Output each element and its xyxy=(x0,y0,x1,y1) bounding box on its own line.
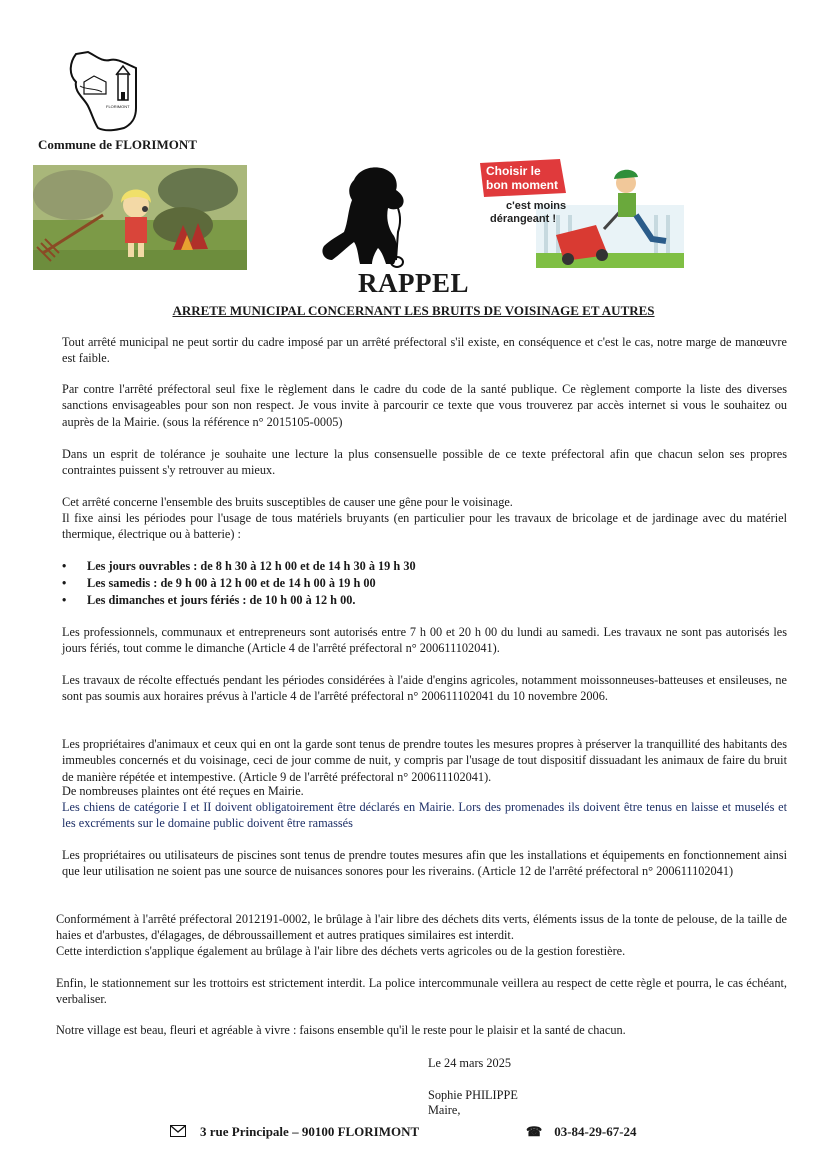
paragraph-tolerance: Dans un esprit de tolérance je souhaite une lecture la plus consensuelle possible de ce texte préfectoral afin que chacun selon ses propres contraintes puissent s'y retrouver au mieux. xyxy=(62,447,787,478)
page-title: RAPPEL xyxy=(358,268,469,298)
envelope-icon xyxy=(170,1125,186,1137)
footer-address xyxy=(170,1124,419,1140)
slogan-line-3: c'est moins xyxy=(506,200,567,212)
schedule-item-sundays: • Les dimanches et jours fériés : de 10 h 00 à 12 h 00. xyxy=(62,592,762,609)
paragraph-complaints: De nombreuses plaintes ont été reçues en Mairie. xyxy=(62,784,304,798)
paragraph-scope: Cet arrêté concerne l'ensemble des bruits susceptibles de causer une gêne pour le voisinage. xyxy=(62,495,513,509)
document-date: Le 24 mars 2025 xyxy=(428,1056,511,1070)
logo-caption: FLORIMONT xyxy=(106,104,130,109)
paragraph-intro: Tout arrêté municipal ne peut sortir du cadre imposé par un arrêté préfectoral s'il existe, en conséquence et c'est le cas, notre marge de manœuvre est faible. xyxy=(62,335,787,366)
commune-label: Commune de FLORIMONT xyxy=(38,137,197,152)
paragraph-pools: Les propriétaires ou utilisateurs de piscines sont tenus de prendre toutes mesures afin que les installations et équipements en fonctionnement ainsi que leur utilisation ne soient pas une source de nuisances sonores pour les riverains. (Article 12 de l'arrêté préfectoral n° 200611102041) xyxy=(62,848,787,879)
paragraph-burning-agricultural: Cette interdiction s'applique également au brûlage à l'air libre des déchets verts agricoles ou de la gestion forestière. xyxy=(56,944,626,958)
slogan-line-2: bon moment xyxy=(486,178,558,192)
schedule-item-saturdays: • Les samedis : de 9 h 00 à 12 h 00 et de 14 h 00 à 19 h 00 xyxy=(62,575,762,592)
phone-number: 03-84-29-67-24 xyxy=(554,1124,637,1139)
address-text: 3 rue Principale – 90100 FLORIMONT xyxy=(200,1124,420,1139)
dog-silhouette-illustration xyxy=(314,160,424,274)
slogan-line-1: Choisir le xyxy=(486,164,541,178)
paragraph-periods: Il fixe ainsi les périodes pour l'usage de tous matériels bruyants (en particulier pour les travaux de bricolage et de jardinage avec du matériel thermique, électrique ou à batterie) : xyxy=(62,511,787,542)
commune-logo xyxy=(66,48,142,136)
schedule-item-weekdays: • Les jours ouvrables : de 8 h 30 à 12 h 00 et de 14 h 30 à 19 h 30 xyxy=(62,558,762,575)
lawnmower-illustration xyxy=(476,155,684,268)
paragraph-animals: Les propriétaires d'animaux et ceux qui en ont la garde sont tenus de prendre toutes les mesures propres à préserver la tranquillité des habitants des immeubles concernés et du voisinage, ceci de jour comme de nuit, y compris par l'usage de tout dispositif dissuadant les animaux de faire du bruit de manière répétée et intempestive. (Article 9 de l'arrêté préfectoral n° 200611102041). xyxy=(62,737,787,784)
paragraph-professionals: Les professionnels, communaux et entrepreneurs sont autorisés entre 7 h 00 et 20 h 00 du lundi au samedi. Les travaux ne sont pas autorisés les jours fériés, tout comme le dimanche (Article 4 de l'arrêté préfectoral n° 200611102041). xyxy=(62,625,787,656)
burning-illustration xyxy=(33,165,247,270)
telephone-icon: ☎ xyxy=(526,1124,543,1139)
schedule-list xyxy=(62,558,762,609)
paragraph-closing: Notre village est beau, fleuri et agréable à vivre : faisons ensemble qu'il le reste pour le plaisir et la santé de chacun. xyxy=(56,1023,626,1037)
slogan-line-4: dérangeant ! xyxy=(490,213,557,225)
paragraph-dogs: Les chiens de catégorie I et II doivent obligatoirement être déclarés en Mairie. Lors des promenades ils doivent être tenus en laisse et muselés et les excréments sur le domaine public doivent être ramassés xyxy=(62,800,787,831)
paragraph-parking: Enfin, le stationnement sur les trottoirs est strictement interdit. La police intercommunale veillera au respect de cette règle et pourra, le cas échéant, verbaliser. xyxy=(56,976,787,1007)
page-subtitle: ARRETE MUNICIPAL CONCERNANT LES BRUITS DE VOISINAGE ET AUTRES xyxy=(172,303,655,318)
paragraph-burning: Conformément à l'arrêté préfectoral 2012191-0002, le brûlage à l'air libre des déchets dits verts, éléments issus de la tonte de pelouse, de la taille de haies et d'arbustes, d'élagages, de débroussaillement et autres pratiques similaires est interdit. xyxy=(56,912,787,943)
paragraph-harvest: Les travaux de récolte effectués pendant les périodes considérées à l'aide d'engins agricoles, notamment moissonneuses-batteuses et ensileuses, ne sont pas soumis aux horaires prévus à l'article 4 de l'arrêté préfectoral n° 200611102041 du 10 novembre 2006. xyxy=(62,673,787,704)
signatory-role: Maire, xyxy=(428,1103,461,1117)
signatory-name: Sophie PHILIPPE xyxy=(428,1088,518,1102)
footer-phone xyxy=(526,1124,637,1140)
paragraph-prefectoral: Par contre l'arrêté préfectoral seul fixe le règlement dans le cadre du code de la santé publique. Ce règlement comporte la liste des diverses sanctions envisageables pour son non respect. Je vous invite à parcourir ce texte que vous trouverez par accès internet si vous le souhaitez ou auprès de la Mairie. (sous la référence n° 2015105-0005) xyxy=(62,382,787,429)
